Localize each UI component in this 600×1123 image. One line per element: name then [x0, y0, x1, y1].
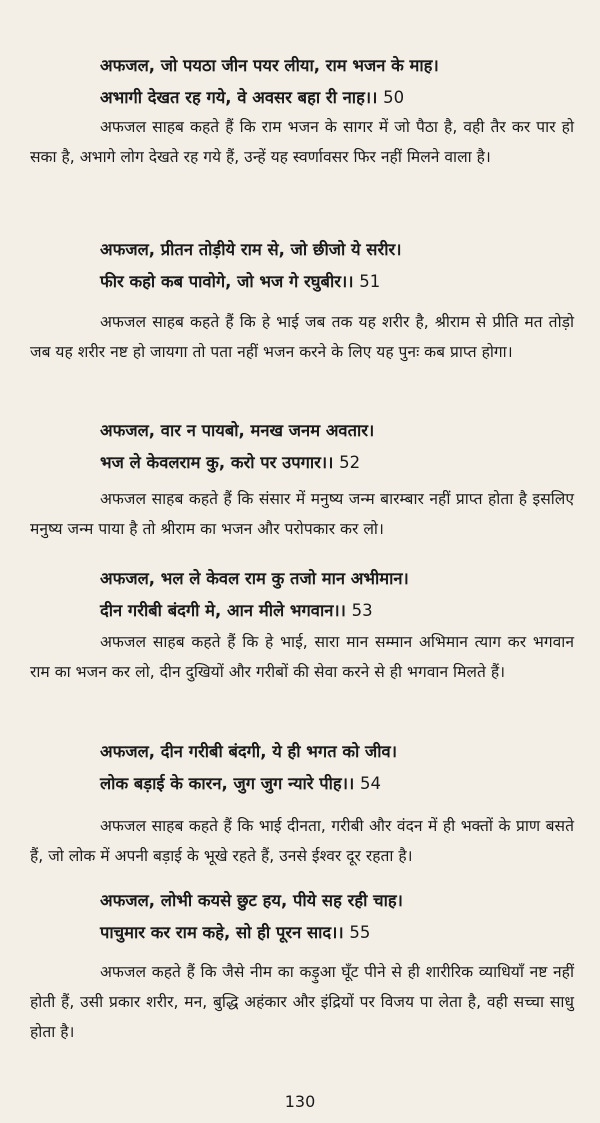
verse-line: [100, 82, 570, 114]
verse-53: [100, 563, 570, 627]
verse-line: अफजल, भल ले केवल राम कु तजो मान अभीमान।: [100, 569, 409, 588]
verse-number: 53: [351, 601, 373, 620]
verse-number: 51: [359, 272, 381, 291]
verse-number: 55: [349, 923, 371, 942]
verse-number: 54: [359, 774, 381, 793]
verse-text: पाचुमार कर राम कहे, सो ही पूरन साद।।: [100, 923, 344, 942]
verse-text: फीर कहो कब पावोगे, जो भज गे रघुबीर।।: [100, 272, 354, 291]
verse-51: [100, 234, 570, 298]
verse-text: अभागी देखत रह गये, वे अवसर बहा री नाह।।: [100, 88, 378, 107]
verse-text: दीन गरीबी बंदगी मे, आन मीले भगवान।।: [100, 601, 346, 620]
verse-line: अफजल, दीन गरीबी बंदगी, ये ही भगत को जीव।: [100, 742, 397, 761]
verse-55: [100, 885, 570, 949]
verse-number: 52: [339, 453, 361, 472]
verse-line: [100, 595, 570, 627]
verse-line: अफजल, जो पयठा जीन पयर लीया, राम भजन के माह।: [100, 56, 439, 75]
verse-line: अफजल, प्रीतन तोड़ीये राम से, जो छीजो ये सरीर।: [100, 240, 402, 259]
verse-line: अफजल, वार न पायबो, मनख जनम अवतार।: [100, 421, 375, 440]
verse-line: [100, 447, 570, 479]
verse-52: [100, 415, 570, 479]
verse-line: [100, 917, 570, 949]
verse-line: [100, 266, 570, 298]
verse-50: [100, 50, 570, 114]
verse-number: 50: [383, 88, 405, 107]
commentary-52: अफजल साहब कहते हैं कि संसार में मनुष्य जन्म बारम्बार नहीं प्राप्त होता है इसलिए मनुष्य जन्म पाया है तो श्रीराम का भजन और परोपकार कर लो।: [30, 490, 574, 538]
commentary-53: अफजल साहब कहते हैं कि हे भाई, सारा मान सम्मान अभिमान त्याग कर भगवान राम का भजन कर लो, दीन दुखियों और गरीबों की सेवा करने से ही भगवान मिलते हैं।: [30, 633, 574, 681]
verse-text: भज ले केवलराम कु, करो पर उपगार।।: [100, 453, 334, 472]
commentary-54: अफजल साहब कहते हैं कि भाई दीनता, गरीबी और वंदन में ही भक्तों के प्राण बसते हैं, जो लोक में अपनी बड़ाई के भूखे रहते हैं, उनसे ईश्वर दूर रहता है।: [30, 817, 574, 865]
verse-text: लोक बड़ाई के कारन, जुग जुग न्यारे पीह।।: [100, 774, 355, 793]
verse-54: [100, 736, 570, 800]
commentary-51: अफजल साहब कहते हैं कि हे भाई जब तक यह शरीर है, श्रीराम से प्रीति मत तोड़ो जब यह शरीर नष्ट हो जायगा तो पता नहीं भजन करने के लिए यह पुनः कब प्राप्त होगा।: [30, 313, 574, 361]
page-number: 130: [284, 1092, 316, 1111]
commentary-50: अफजल साहब कहते हैं कि राम भजन के सागर में जो पैठा है, वही तैर कर पार हो सका है, अभागे लोग देखते रह गये हैं, उन्हें यह स्वर्णावसर फिर नहीं मिलने वाला है।: [30, 118, 574, 166]
verse-line: अफजल, लोभी कयसे छुट हय, पीये सह रही चाह।: [100, 891, 403, 910]
verse-line: [100, 768, 570, 800]
commentary-55: अफजल कहते हैं कि जैसे नीम का कड़ुआ घूँट पीने से ही शारीरिक व्याधियाँ नष्ट नहीं होती हैं, उसी प्रकार शरीर, मन, बुद्धि अहंकार और इंद्रियों पर विजय पा लेता है, वही सच्चा साधु होता है।: [30, 963, 574, 1041]
